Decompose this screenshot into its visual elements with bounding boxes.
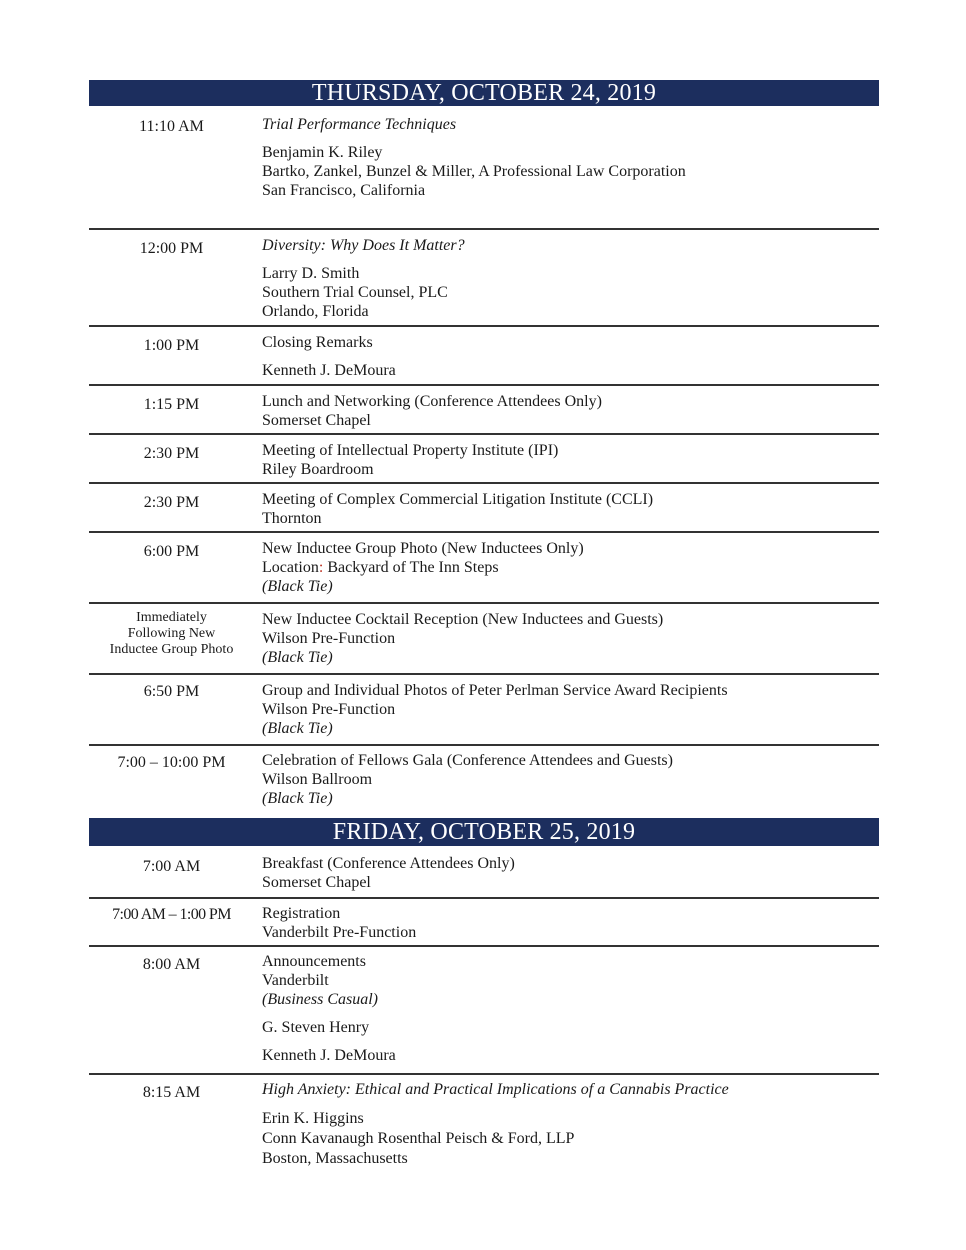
session-title: Celebration of Fellows Gala (Conference Attendees and Guests): [262, 752, 673, 769]
speaker-name: Kenneth J. DeMoura: [262, 1047, 396, 1064]
speaker-firm: Southern Trial Counsel, PLC: [262, 284, 448, 301]
session-location: [262, 558, 584, 577]
session-details: [254, 947, 396, 1073]
session-location: Thornton: [262, 510, 322, 527]
day-header-friday: FRIDAY, OCTOBER 25, 2019: [89, 818, 879, 846]
dress-code: (Business Casual): [262, 991, 378, 1008]
session-row: [89, 230, 879, 327]
speaker-name: Larry D. Smith: [262, 265, 360, 282]
session-row: [89, 1075, 879, 1175]
session-time: 7:00 – 10:00 PM: [117, 754, 226, 771]
dress-code: (Black Tie): [262, 578, 333, 595]
session-location: Wilson Pre-Function: [262, 630, 396, 647]
session-row: [89, 484, 879, 533]
session-row: [89, 675, 879, 746]
session-row: [89, 899, 879, 947]
session-title: Diversity: Why Does It Matter?: [262, 237, 465, 254]
session-time: 1:00 PM: [143, 337, 200, 354]
session-time: 8:00 AM: [142, 956, 201, 973]
session-row: [89, 386, 879, 435]
dress-code: (Black Tie): [262, 720, 333, 737]
session-time-line: Following New: [127, 626, 216, 641]
session-details: [254, 899, 416, 945]
session-title: Meeting of Intellectual Property Institute (IPI): [262, 442, 559, 459]
location-label: Location: [262, 559, 319, 576]
session-location: Wilson Pre-Function: [262, 701, 396, 718]
session-details: [254, 230, 465, 325]
session-details: [254, 533, 584, 602]
session-row: [89, 746, 879, 818]
session-details: [254, 386, 602, 433]
session-title: Lunch and Networking (Conference Attendees Only): [262, 393, 602, 410]
location-value: Backyard of The Inn Steps: [323, 559, 499, 576]
session-title: Group and Individual Photos of Peter Perlman Service Award Recipients: [262, 682, 728, 699]
speaker-name: Erin K. Higgins: [262, 1110, 364, 1127]
session-title: Trial Performance Techniques: [262, 116, 457, 133]
speaker-city: Orlando, Florida: [262, 303, 369, 320]
session-details: [254, 846, 515, 897]
session-time: [89, 604, 254, 673]
speaker-firm: Conn Kavanaugh Rosenthal Peisch & Ford, LLP: [262, 1130, 575, 1147]
session-time-line: Immediately: [136, 610, 207, 625]
session-time: 7:00 AM: [142, 858, 201, 875]
session-title: Announcements: [262, 953, 366, 970]
dress-code: (Black Tie): [262, 649, 333, 666]
session-row: [89, 846, 879, 899]
session-location: Somerset Chapel: [262, 412, 371, 429]
session-time: 2:30 PM: [143, 445, 200, 462]
session-time: 8:15 AM: [142, 1084, 201, 1101]
session-details: [254, 327, 396, 384]
day-header-thursday: THURSDAY, OCTOBER 24, 2019: [89, 80, 879, 106]
session-location: Wilson Ballroom: [262, 771, 373, 788]
session-time: 2:30 PM: [143, 494, 200, 511]
session-location: Somerset Chapel: [262, 874, 371, 891]
session-details: [254, 746, 673, 818]
session-location: Riley Boardroom: [262, 461, 374, 478]
session-row: [89, 533, 879, 604]
speaker-name: G. Steven Henry: [262, 1019, 370, 1036]
session-title: Registration: [262, 905, 341, 922]
session-time: 11:10 AM: [139, 118, 204, 135]
session-time: 12:00 PM: [139, 240, 204, 257]
location-colon: :: [318, 559, 324, 576]
speaker-city: San Francisco, California: [262, 182, 426, 199]
session-title: New Inductee Group Photo (New Inductees Only): [262, 540, 584, 557]
session-location: Vanderbilt Pre-Function: [262, 924, 417, 941]
session-title: New Inductee Cocktail Reception (New Inductees and Guests): [262, 611, 664, 628]
session-details: [254, 106, 686, 228]
session-time: 6:50 PM: [143, 683, 200, 700]
agenda-page: [89, 80, 879, 1175]
session-details: [254, 675, 728, 744]
speaker-name: Kenneth J. DeMoura: [262, 362, 396, 379]
session-time-line: Inductee Group Photo: [109, 642, 234, 657]
session-details: [254, 1075, 729, 1175]
speaker-city: Boston, Massachusetts: [262, 1150, 408, 1167]
dress-code: (Black Tie): [262, 790, 333, 807]
session-time: 1:15 PM: [143, 396, 200, 413]
session-details: [254, 484, 653, 531]
session-details: [254, 435, 558, 482]
session-location: Vanderbilt: [262, 972, 329, 989]
session-row: [89, 435, 879, 484]
session-details: [254, 604, 663, 673]
session-row: [89, 947, 879, 1075]
session-row: [89, 106, 879, 230]
session-title: Closing Remarks: [262, 334, 373, 351]
session-time: 7:00 AM – 1:00 PM: [112, 906, 231, 923]
session-time: 6:00 PM: [143, 543, 200, 560]
speaker-name: Benjamin K. Riley: [262, 144, 383, 161]
session-title: Meeting of Complex Commercial Litigation Institute (CCLI): [262, 491, 654, 508]
speaker-firm: Bartko, Zankel, Bunzel & Miller, A Professional Law Corporation: [262, 163, 686, 180]
session-title: Breakfast (Conference Attendees Only): [262, 855, 515, 872]
session-row: [89, 604, 879, 675]
session-row: [89, 327, 879, 386]
session-title: High Anxiety: Ethical and Practical Implications of a Cannabis Practice: [262, 1081, 729, 1098]
